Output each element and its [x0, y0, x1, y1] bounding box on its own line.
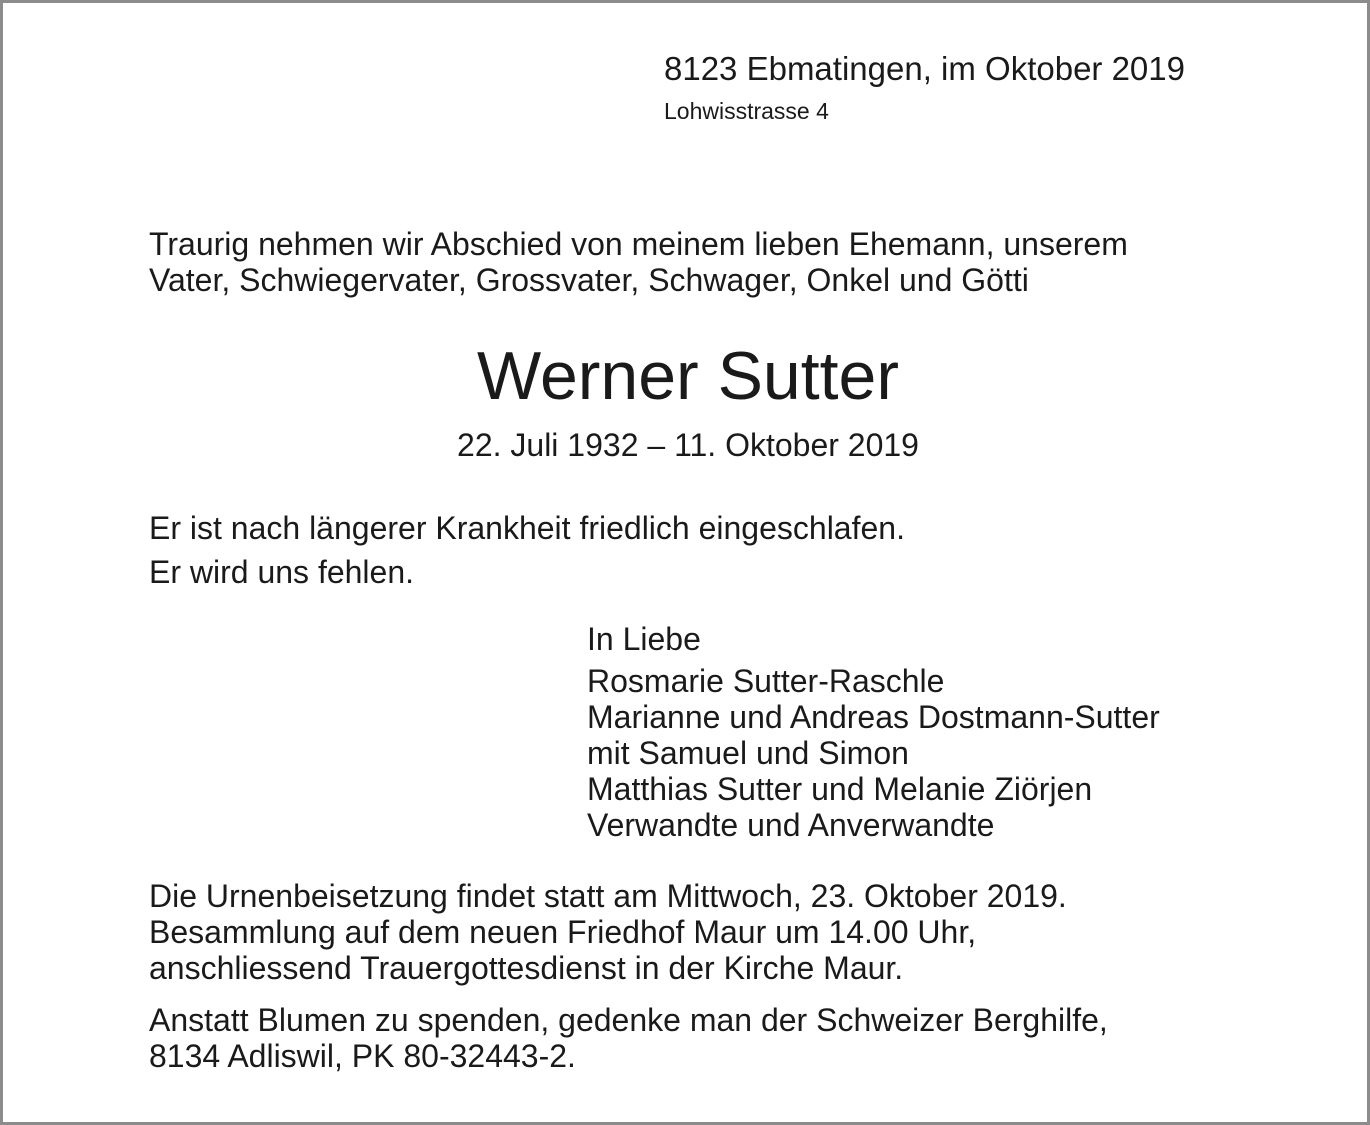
- ceremony-info: [149, 878, 1067, 986]
- intro-line: Traurig nehmen wir Abschied von meinem lieben Ehemann, unserem: [149, 226, 1128, 262]
- intro-text: [149, 226, 1128, 298]
- life-dates: 22. Juli 1932 – 11. Oktober 2019: [457, 427, 919, 463]
- ceremony-line: Die Urnenbeisetzung findet statt am Mittwoch, 23. Oktober 2019.: [149, 878, 1067, 914]
- donation-line: 8134 Adliswil, PK 80-32443-2.: [149, 1038, 576, 1074]
- place-date: 8123 Ebmatingen, im Oktober 2019: [664, 50, 1185, 87]
- ceremony-line: Besammlung auf dem neuen Friedhof Maur um 14.00 Uhr,: [149, 914, 977, 950]
- donation-line: Anstatt Blumen zu spenden, gedenke man der Schweizer Berghilfe,: [149, 1002, 1108, 1038]
- mourner-name: Matthias Sutter und Melanie Ziörjen: [587, 771, 1093, 807]
- ceremony-line: anschliessend Trauergottesdienst in der Kirche Maur.: [149, 950, 904, 986]
- mourner-name: Marianne und Andreas Dostmann-Sutter: [587, 699, 1160, 735]
- deceased-name: Werner Sutter: [476, 338, 899, 414]
- mourner-name: Rosmarie Sutter-Raschle: [587, 663, 945, 699]
- donation-info: [149, 1002, 1108, 1074]
- mourner-name: Verwandte und Anverwandte: [587, 807, 995, 843]
- mourners-heading: In Liebe: [587, 621, 701, 657]
- street-address: Lohwisstrasse 4: [664, 98, 829, 124]
- mourners-list: [587, 663, 1160, 843]
- intro-line: Vater, Schwiegervater, Grossvater, Schwager, Onkel und Götti: [149, 262, 1029, 298]
- message-text: [149, 506, 905, 594]
- mourner-name: mit Samuel und Simon: [587, 735, 909, 771]
- message-line: Er wird uns fehlen.: [149, 554, 415, 590]
- message-line: Er ist nach längerer Krankheit friedlich eingeschlafen.: [149, 510, 905, 546]
